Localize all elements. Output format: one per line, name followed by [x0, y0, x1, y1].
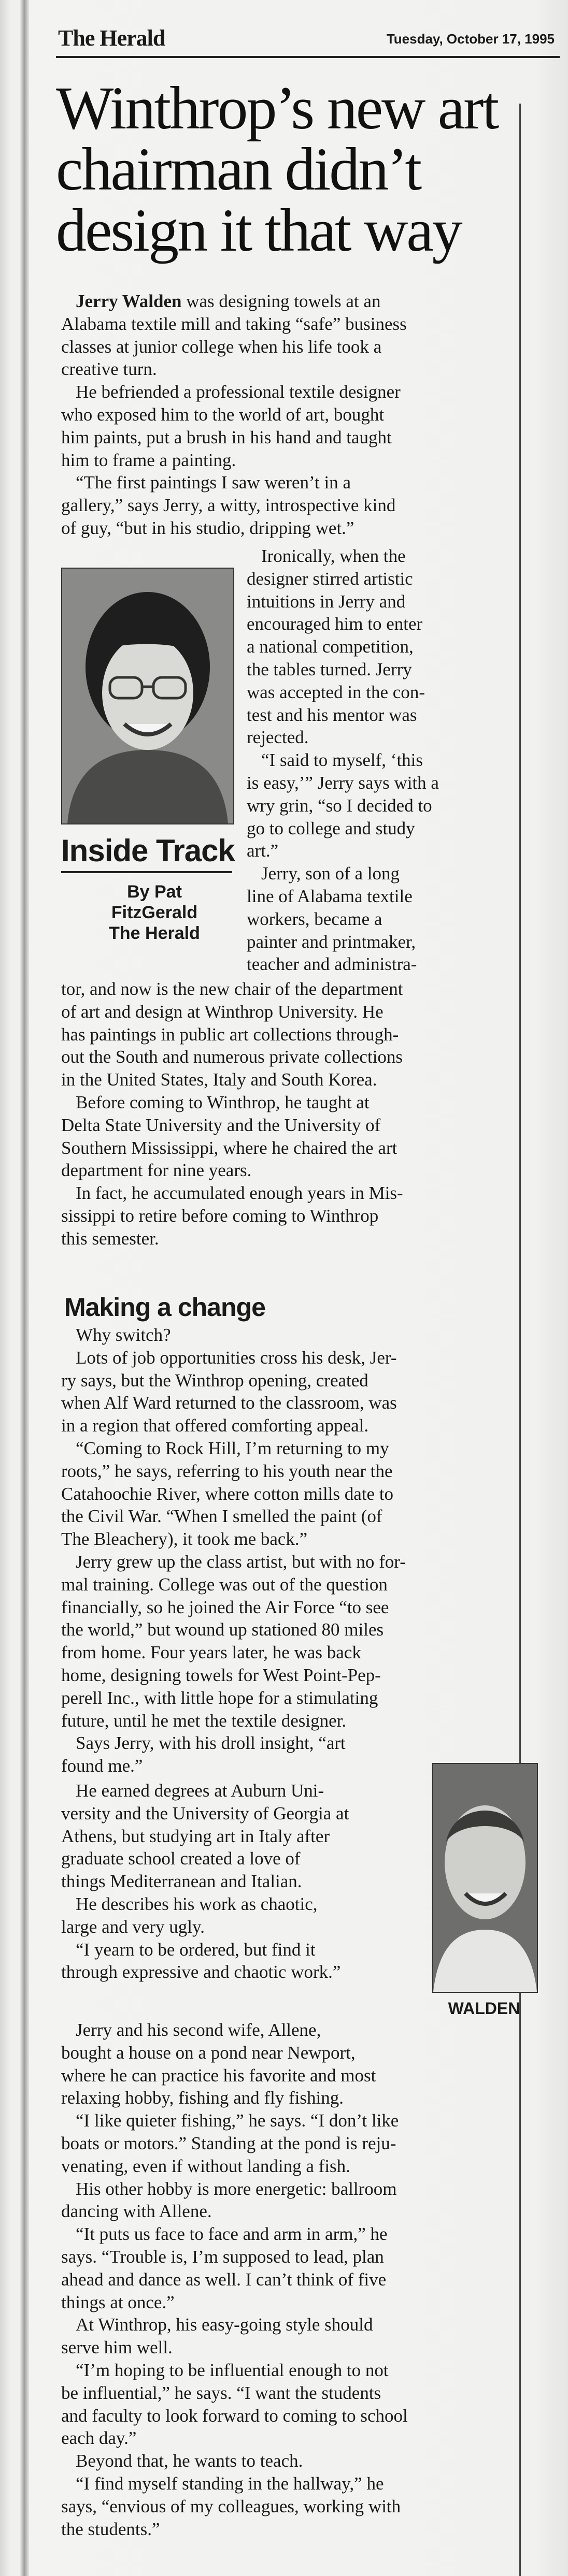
- article-line: found me.”: [61, 1756, 143, 1776]
- article-line: bought a house on a pond near Newport,: [61, 2042, 356, 2063]
- article-line: Jerry grew up the class artist, but with no for-: [76, 1551, 406, 1572]
- columnist-photo: [61, 568, 234, 824]
- article-line: department for nine years.: [61, 1160, 252, 1181]
- columnist-portrait-image: [62, 569, 233, 823]
- article-line: gallery,” says Jerry, a witty, introspective kind: [61, 495, 396, 516]
- article-line: from home. Four years later, he was back: [61, 1642, 361, 1663]
- article-line: teacher and administra-: [247, 954, 417, 975]
- article-line: “I yearn to be ordered, but find it: [76, 1939, 316, 1960]
- byline-line: The Herald: [109, 923, 200, 943]
- article-line: dancing with Allene.: [61, 2201, 212, 2222]
- headline-line: design it that way: [56, 196, 461, 264]
- article-line: has paintings in public art collections through-: [61, 1024, 399, 1045]
- article-line: where he can practice his favorite and most: [61, 2065, 376, 2086]
- article-line: intuitions in Jerry and: [247, 591, 406, 612]
- article-line: Athens, but studying art in Italy after: [61, 1826, 330, 1846]
- article-line: Why switch?: [76, 1325, 171, 1345]
- article-line: creative turn.: [61, 359, 157, 380]
- article-line: He befriended a professional textile designer: [76, 382, 401, 402]
- article-line: roots,” he says, referring to his youth near the: [61, 1460, 393, 1481]
- article-line: Before coming to Winthrop, he taught at: [76, 1092, 370, 1112]
- article-line: versity and the University of Georgia at: [61, 1803, 349, 1824]
- headline: [56, 74, 512, 264]
- article-line: go to college and study: [247, 818, 415, 838]
- article-line: He describes his work as chaotic,: [76, 1893, 318, 1914]
- dateline: Tuesday, October 17, 1995: [386, 31, 555, 47]
- article-line: financially, so he joined the Air Force “to see: [61, 1597, 389, 1617]
- article-line: ahead and dance as well. I can’t think of five: [61, 2269, 387, 2290]
- article-line: him to frame a painting.: [61, 450, 236, 470]
- article-block-main: [61, 978, 507, 1250]
- masthead: [56, 25, 560, 58]
- article-line: large and very ugly.: [61, 1916, 205, 1937]
- article-line: workers, became a: [247, 908, 382, 929]
- inside-track-label: Inside Track: [61, 833, 235, 868]
- article-line: “I said to myself, ‘this: [261, 750, 423, 771]
- article-line: who exposed him to the world of art, bought: [61, 404, 385, 425]
- article-line: in the United States, Italy and South Korea.: [61, 1069, 377, 1090]
- article-line: At Winthrop, his easy-going style should: [76, 2314, 373, 2335]
- lead-name: Jerry Walden: [76, 291, 182, 311]
- article-line: says. “Trouble is, I’m supposed to lead, plan: [61, 2246, 384, 2267]
- article-line: the students.”: [61, 2519, 160, 2539]
- article-line: “I like quieter fishing,” he says. “I don’t like: [76, 2110, 399, 2131]
- article-line: of art and design at Winthrop University. He: [61, 1001, 384, 1022]
- article-line: this semester.: [61, 1228, 159, 1249]
- byline-line: By Pat: [127, 882, 182, 902]
- article-line: rejected.: [247, 727, 309, 748]
- article-line: future, until he met the textile designer.: [61, 1710, 347, 1731]
- article-line: line of Alabama textile: [247, 886, 413, 906]
- article-line: Southern Mississippi, where he chaired the art: [61, 1137, 397, 1158]
- headline-line: Winthrop’s new art: [56, 74, 498, 142]
- article-line: The Bleachery), it took me back.”: [61, 1529, 308, 1550]
- article-line: wry grin, “so I decided to: [247, 795, 432, 816]
- article-line: mal training. College was out of the question: [61, 1574, 388, 1595]
- article-line: designer stirred artistic: [247, 568, 413, 589]
- article-line: Ironically, when the: [261, 546, 406, 566]
- article-line: serve him well.: [61, 2337, 173, 2358]
- article-line: relaxing hobby, fishing and fly fishing.: [61, 2088, 344, 2108]
- inside-track-rule: [61, 871, 232, 873]
- article-line-text: was designing towels at an: [181, 291, 381, 311]
- article-line: venating, even if without landing a fish.: [61, 2155, 350, 2176]
- article-block-switch: [61, 1324, 507, 1777]
- column-rule: [519, 104, 521, 2576]
- article-line: In fact, he accumulated enough years in Mis-: [76, 1183, 403, 1204]
- article-line: Beyond that, he wants to teach.: [76, 2451, 303, 2471]
- subhead: Making a change: [64, 1293, 265, 1322]
- article-line: sissippi to retire before coming to Winthrop: [61, 1205, 379, 1226]
- article-line: out the South and numerous private collections: [61, 1047, 403, 1067]
- article-line: in a region that offered comforting appeal.: [61, 1415, 369, 1436]
- article-line: and faculty to look forward to coming to school: [61, 2405, 408, 2426]
- article-line: the world,” but wound up stationed 80 miles: [61, 1619, 384, 1640]
- article-line: each day.”: [61, 2428, 137, 2449]
- article-line: “The first paintings I saw weren’t in a: [76, 472, 351, 493]
- article-line: through expressive and chaotic work.”: [61, 1962, 341, 1982]
- article-line: classes at junior college when his life took a: [61, 336, 382, 357]
- article-block-intro: [61, 290, 507, 540]
- article-line: Alabama textile mill and taking “safe” business: [61, 313, 407, 334]
- article-block-wrap: [247, 545, 516, 976]
- article-line: him paints, put a brush in his hand and taught: [61, 427, 392, 447]
- article-line: Catahoochie River, where cotton mills date to: [61, 1483, 394, 1504]
- article-block-degrees: [61, 1779, 424, 1984]
- article-line: painter and printmaker,: [247, 931, 416, 952]
- article-line: “I’m hoping to be influential enough to not: [76, 2360, 389, 2380]
- article-line: home, designing towels for West Point-Pep-: [61, 1665, 381, 1685]
- article-line: was accepted in the con-: [247, 682, 425, 702]
- article-line: graduate school created a love of: [61, 1848, 301, 1869]
- headline-line: chairman didn’t: [56, 135, 421, 203]
- photo-caption: WALDEN: [448, 1999, 520, 2018]
- article-line: tor, and now is the new chair of the department: [61, 979, 403, 999]
- article-line: be influential,” he says. “I want the students: [61, 2382, 381, 2403]
- walden-portrait-image: [433, 1764, 537, 1992]
- article-line: Says Jerry, with his droll insight, “art: [76, 1733, 346, 1754]
- article-line: He earned degrees at Auburn Uni-: [76, 1781, 324, 1801]
- byline: [61, 881, 248, 944]
- article-line: things Mediterranean and Italian.: [61, 1871, 302, 1892]
- article-line: “I find myself standing in the hallway,” he: [76, 2473, 384, 2494]
- walden-photo: [432, 1763, 538, 1993]
- article-line: encouraged him to enter: [247, 614, 423, 634]
- article-line: of guy, “but in his studio, dripping wet.”: [61, 517, 354, 538]
- article-block-hobbies: [61, 2019, 507, 2540]
- article-line: the Civil War. “When I smelled the paint (of: [61, 1506, 382, 1527]
- article-line: things at once.”: [61, 2292, 175, 2312]
- article-line: test and his mentor was: [247, 704, 417, 725]
- article-line: is easy,’” Jerry says with a: [247, 772, 439, 793]
- article-line: Lots of job opportunities cross his desk, Jer-: [76, 1347, 397, 1368]
- article-line: perell Inc., with little hope for a stimulating: [61, 1687, 378, 1708]
- byline-line: FitzGerald: [111, 903, 198, 922]
- article-line: Jerry and his second wife, Allene,: [76, 2020, 321, 2040]
- article-line: [61, 290, 507, 313]
- article-line: Delta State University and the University of: [61, 1115, 381, 1135]
- page-fold-shadow: [20, 0, 29, 2576]
- article-line: says, “envious of my colleagues, working with: [61, 2496, 401, 2516]
- article-line: art.”: [247, 841, 279, 861]
- article-line: Jerry, son of a long: [261, 863, 400, 884]
- article-line: “It puts us face to face and arm in arm,” he: [76, 2224, 388, 2245]
- article-line: when Alf Ward returned to the classroom, was: [61, 1393, 397, 1413]
- article-line: boats or motors.” Standing at the pond is reju-: [61, 2133, 396, 2153]
- article-line: a national competition,: [247, 636, 414, 657]
- article-line: His other hobby is more energetic: ballroom: [76, 2178, 397, 2199]
- article-line: “Coming to Rock Hill, I’m returning to my: [76, 1438, 389, 1458]
- paper-name: The Herald: [58, 25, 165, 51]
- article-line: ry says, but the Winthrop opening, created: [61, 1370, 368, 1391]
- article-line: the tables turned. Jerry: [247, 659, 412, 679]
